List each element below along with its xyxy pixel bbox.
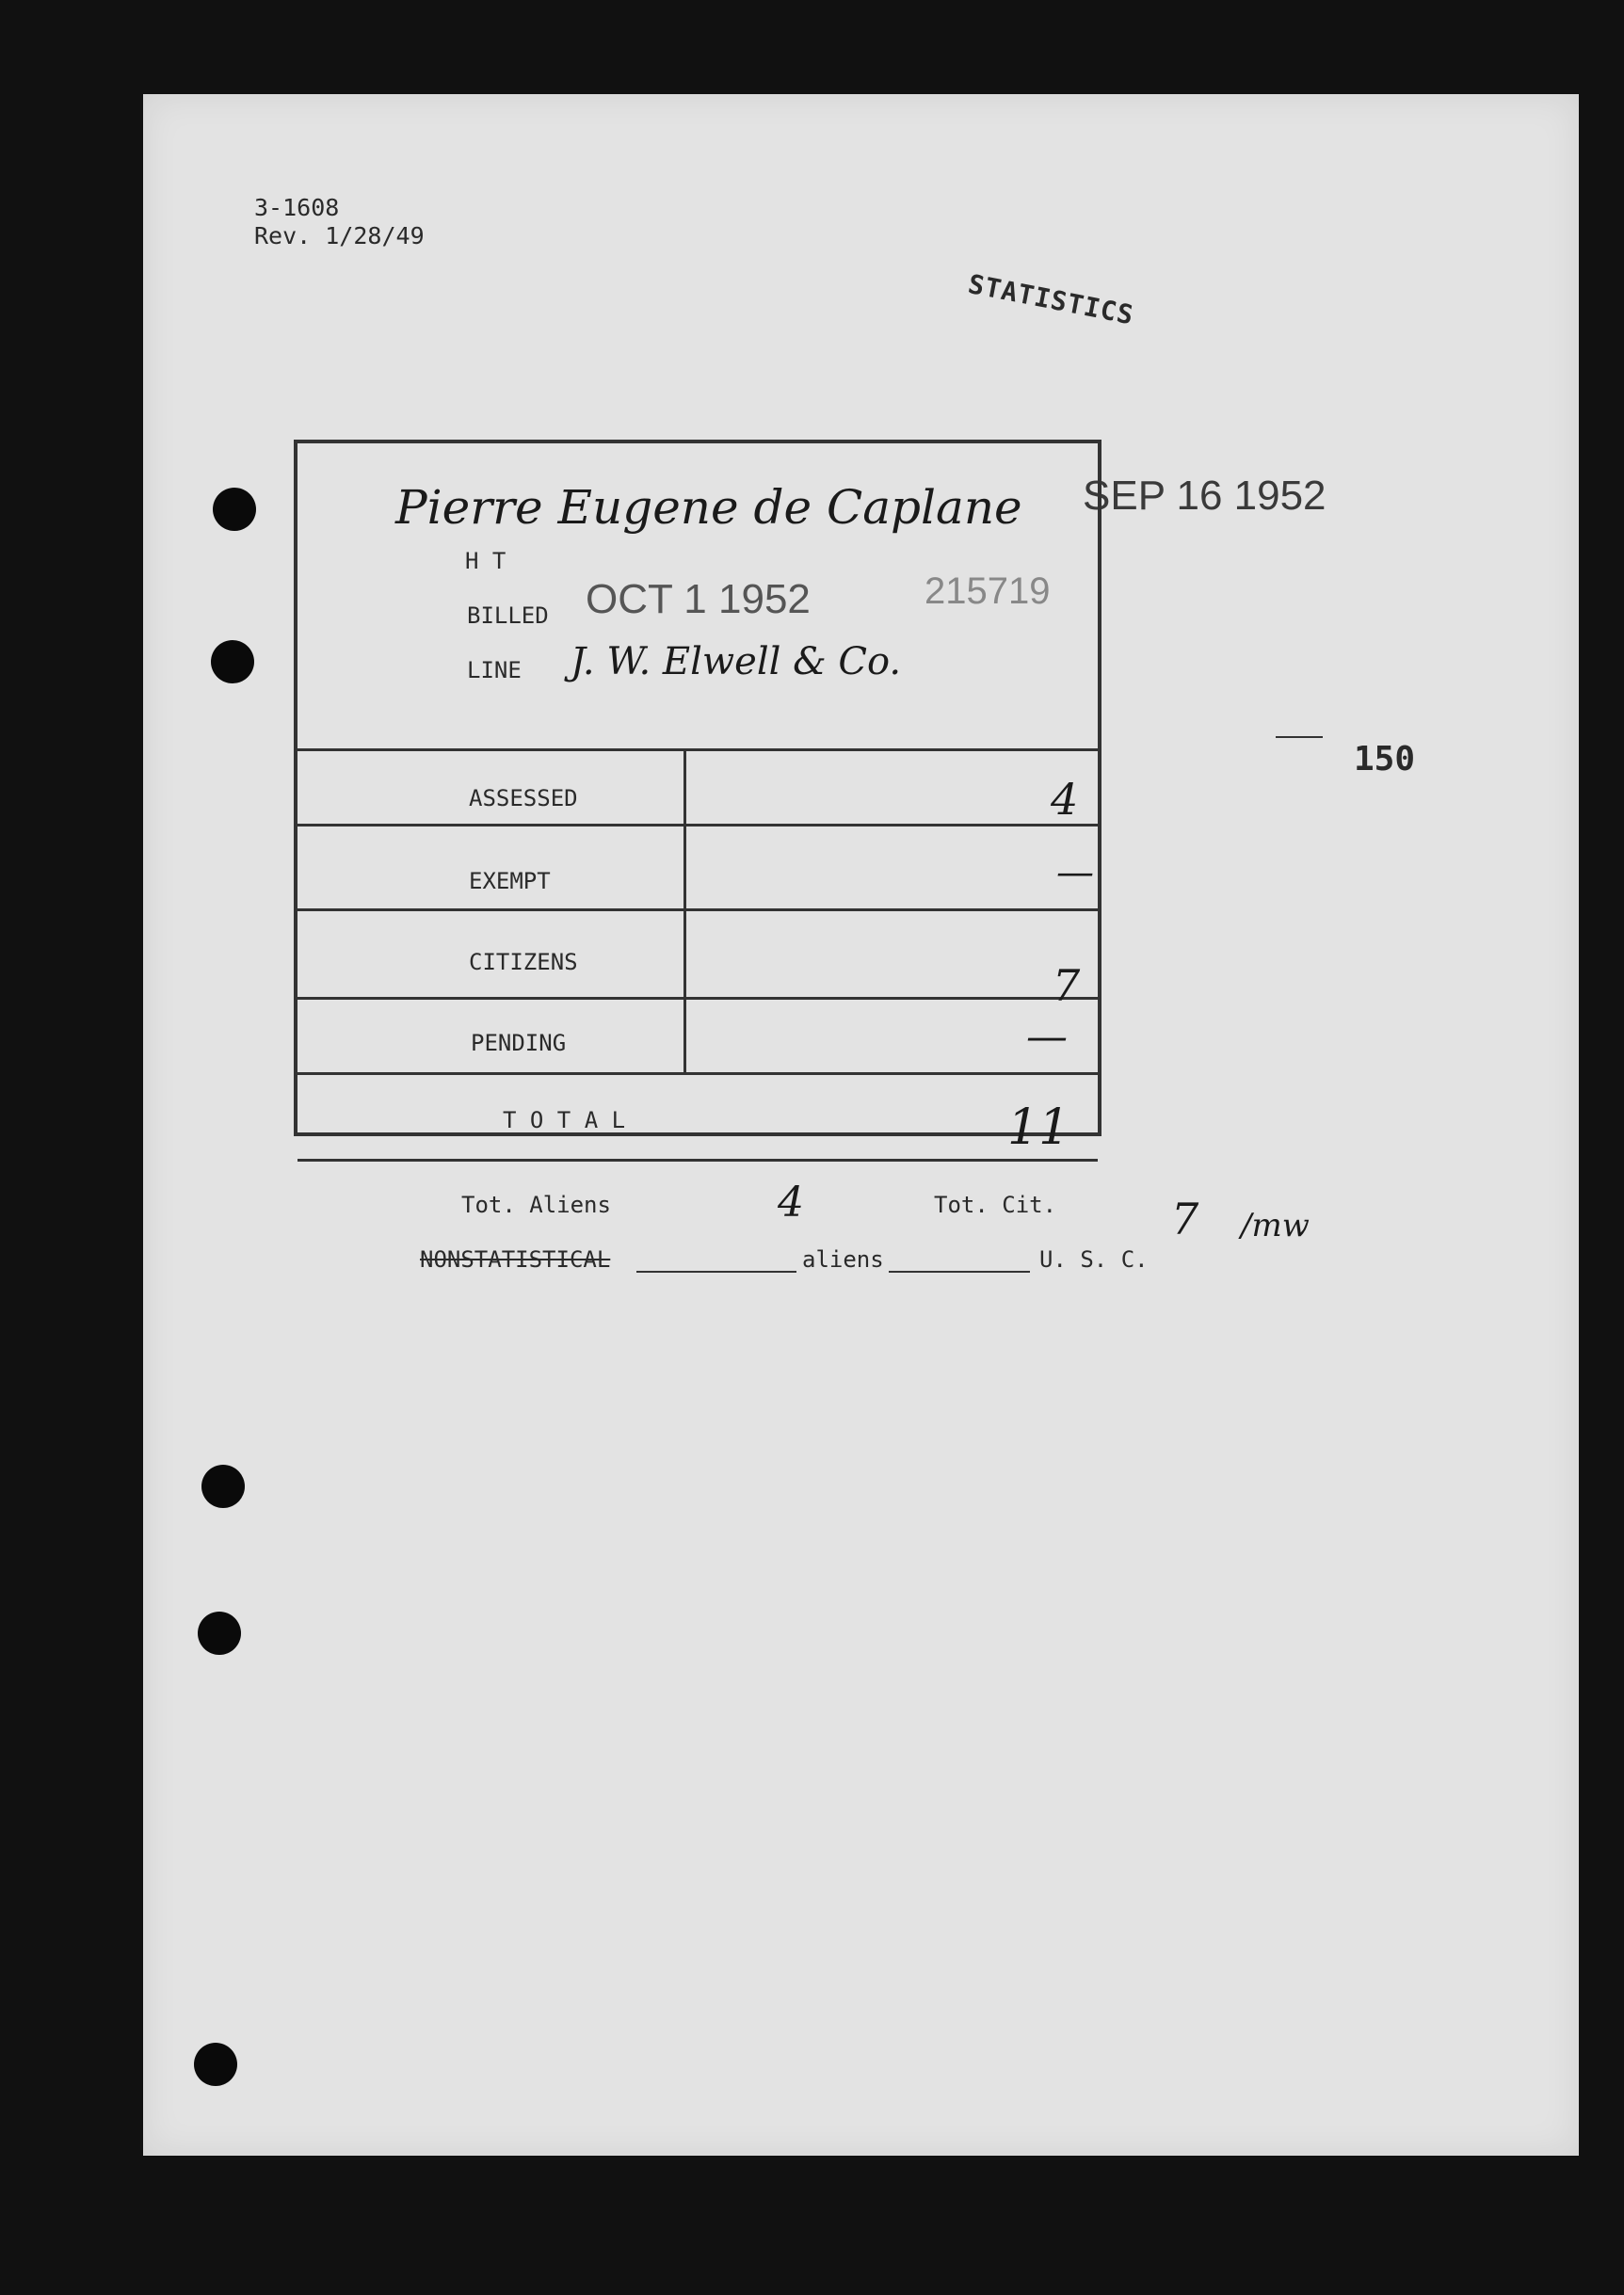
- billed-date-stamp: OCT 1 1952: [586, 576, 811, 622]
- billed-label: BILLED: [467, 602, 549, 629]
- form-divider-top: [297, 748, 1098, 751]
- date-stamp: SEP 16 1952: [1083, 473, 1327, 519]
- line-value: J. W. Elwell & Co.: [571, 640, 902, 683]
- column-divider: [683, 748, 686, 1072]
- row-divider-1: [297, 824, 1098, 827]
- tot-aliens-value: 4: [778, 1179, 804, 1227]
- assessed-label: ASSESSED: [469, 785, 578, 811]
- tot-cit-value: 7: [1171, 1194, 1199, 1244]
- form-number: 3-1608: [254, 194, 340, 221]
- punch-hole-3: [201, 1465, 245, 1508]
- billed-number-stamp: 215719: [925, 570, 1051, 612]
- pending-value: —: [1026, 1013, 1068, 1061]
- aliens-label: aliens: [802, 1246, 884, 1273]
- citizens-label: CITIZENS: [469, 949, 578, 975]
- punch-hole-4: [198, 1612, 241, 1655]
- statistics-form-box: [294, 440, 1101, 1136]
- nonstatistical-blank-2: [889, 1271, 1030, 1273]
- nonstatistical-blank-1: [636, 1271, 796, 1273]
- punch-hole-2: [211, 640, 254, 683]
- exempt-value: —: [1056, 851, 1094, 894]
- tot-aliens-label: Tot. Aliens: [461, 1192, 611, 1218]
- row-divider-3: [297, 997, 1098, 1000]
- row-divider-4: [297, 1072, 1098, 1075]
- total-value: 11: [1007, 1099, 1070, 1156]
- citizens-value: 7: [1053, 960, 1081, 1011]
- punch-hole-5: [194, 2043, 237, 2086]
- tot-cit-label: Tot. Cit.: [934, 1192, 1057, 1218]
- pending-label: PENDING: [471, 1030, 567, 1056]
- statistics-stamp: STATISTICS: [965, 268, 1137, 331]
- page-number: 150: [1354, 740, 1416, 778]
- handwritten-name: Pierre Eugene de Caplane: [395, 480, 1022, 535]
- row-divider-5: [297, 1159, 1098, 1162]
- ht-label: H T: [465, 548, 506, 574]
- initials: /mw: [1241, 1207, 1310, 1244]
- punch-hole-1: [213, 488, 256, 531]
- assessed-value: 4: [1051, 774, 1079, 825]
- row-divider-2: [297, 908, 1098, 911]
- nonstatistical-label: NONSTATISTICAL: [420, 1246, 611, 1273]
- total-label: T O T A L: [503, 1107, 626, 1133]
- usc-label: U. S. C.: [1039, 1246, 1149, 1273]
- form-revision: Rev. 1/28/49: [254, 222, 425, 249]
- margin-dash: [1276, 736, 1323, 738]
- exempt-label: EXEMPT: [469, 868, 551, 894]
- line-label: LINE: [467, 657, 522, 683]
